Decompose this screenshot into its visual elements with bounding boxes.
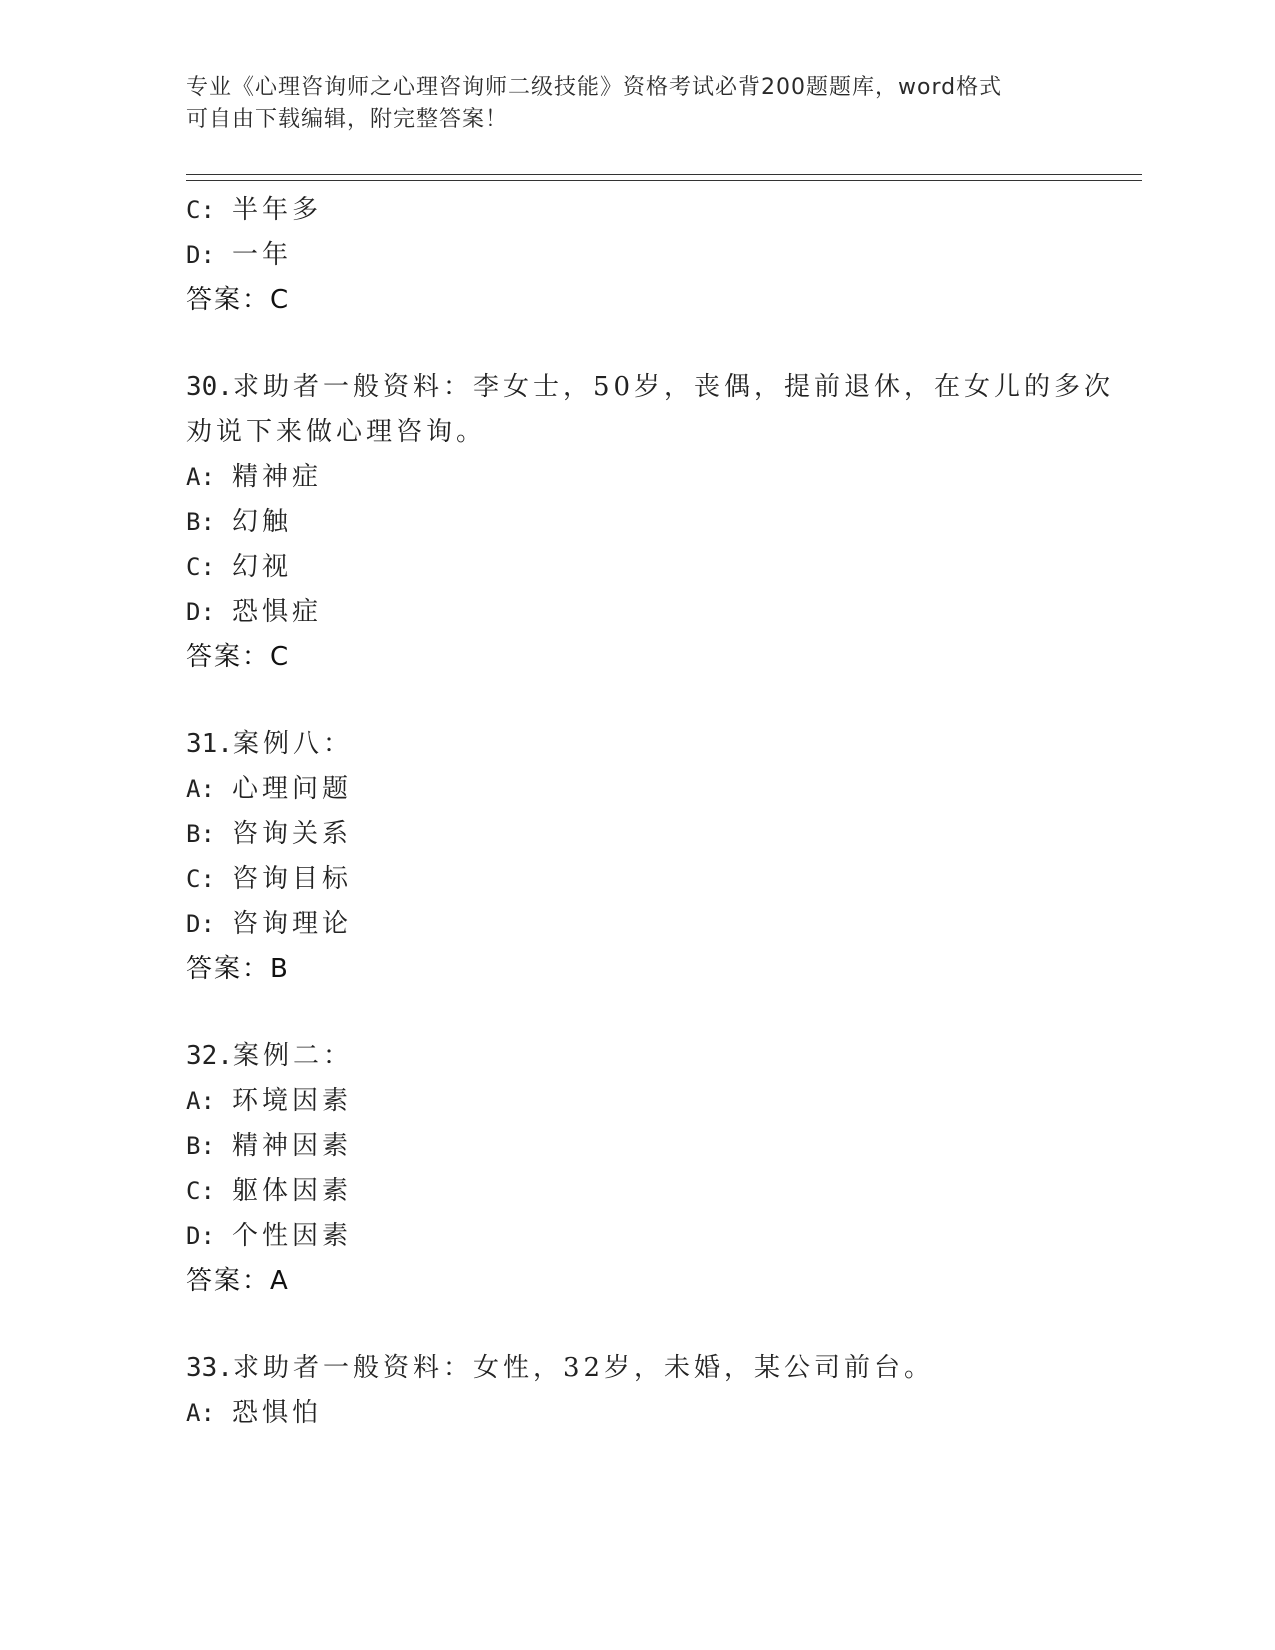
option-text: 恐惧怕: [232, 1398, 323, 1428]
option-letter: D:: [186, 910, 215, 938]
question-stem-line: [186, 365, 1146, 410]
option-b: [186, 500, 1146, 545]
option-text: 咨询关系: [232, 819, 353, 849]
question-stem-text: 劝说下来做心理咨询。: [186, 417, 487, 447]
option-b: [186, 812, 1146, 857]
option-text: 个性因素: [232, 1221, 353, 1251]
question-number: 30.: [186, 372, 233, 402]
document-header: [186, 72, 1086, 136]
header-divider-top: [186, 174, 1142, 175]
option-letter: B:: [186, 508, 215, 536]
option-letter: A:: [186, 1399, 215, 1427]
option-letter: D:: [186, 598, 215, 626]
option-text: 幻触: [232, 507, 293, 537]
question-stem-line: [186, 722, 1146, 767]
option-letter: B:: [186, 820, 215, 848]
question-number: 31.: [186, 729, 233, 759]
answer-line: 答案：B: [186, 954, 290, 984]
option-text: 幻视: [232, 552, 293, 582]
option-text: 精神因素: [232, 1131, 353, 1161]
option-a: [186, 767, 1146, 812]
option-text: 咨询理论: [232, 909, 353, 939]
option-letter: D:: [186, 1222, 215, 1250]
option-letter: A:: [186, 775, 215, 803]
option-d: [186, 590, 1146, 635]
option-b: [186, 1124, 1146, 1169]
option-letter: A:: [186, 1087, 215, 1115]
question-32: [186, 1034, 1146, 1304]
question-31: [186, 722, 1146, 992]
header-divider-bottom: [186, 180, 1142, 181]
answer-line: 答案：C: [186, 642, 291, 672]
option-a: [186, 455, 1146, 500]
header-title-line-1: 专业《心理咨询师之心理咨询师二级技能》资格考试必背200题题库，word格式: [186, 75, 1003, 100]
option-letter: C:: [186, 553, 215, 581]
option-text: 咨询目标: [232, 864, 353, 894]
option-text: 躯体因素: [232, 1176, 353, 1206]
question-stem-text: 案例八：: [232, 729, 353, 759]
option-a: [186, 1079, 1146, 1124]
question-stem-line: [186, 1034, 1146, 1079]
question-stem-text: 求助者一般资料：李女士，50岁，丧偶，提前退休，在女儿的多次: [232, 372, 1115, 402]
header-title-line-2: 可自由下载编辑，附完整答案！: [186, 107, 509, 132]
option-c: [186, 188, 1146, 233]
answer-line: 答案：C: [186, 285, 291, 315]
option-text: 精神症: [232, 462, 323, 492]
option-c: [186, 545, 1146, 590]
option-d: [186, 1214, 1146, 1259]
option-text: 半年多: [232, 195, 323, 225]
answer-line: 答案：A: [186, 1266, 290, 1296]
option-d: [186, 233, 1146, 278]
question-33: [186, 1346, 1146, 1436]
question-stem-line: [186, 1346, 1146, 1391]
option-a: [186, 1391, 1146, 1436]
option-text: 恐惧症: [232, 597, 323, 627]
question-number: 33.: [186, 1353, 233, 1383]
option-c: [186, 857, 1146, 902]
question-list: [186, 188, 1146, 1436]
option-c: [186, 1169, 1146, 1214]
question-stem-line: [186, 410, 1146, 455]
option-letter: B:: [186, 1132, 215, 1160]
option-letter: A:: [186, 463, 215, 491]
question-29-continued: [186, 188, 1146, 323]
question-stem-text: 案例二：: [232, 1041, 353, 1071]
option-letter: C:: [186, 196, 215, 224]
question-stem-text: 求助者一般资料：女性，32岁，未婚，某公司前台。: [232, 1353, 935, 1383]
option-letter: C:: [186, 1177, 215, 1205]
option-text: 一年: [232, 240, 293, 270]
question-30: [186, 365, 1146, 680]
option-letter: C:: [186, 865, 215, 893]
option-text: 环境因素: [232, 1086, 353, 1116]
question-number: 32.: [186, 1041, 233, 1071]
option-d: [186, 902, 1146, 947]
option-text: 心理问题: [232, 774, 353, 804]
option-letter: D:: [186, 241, 215, 269]
